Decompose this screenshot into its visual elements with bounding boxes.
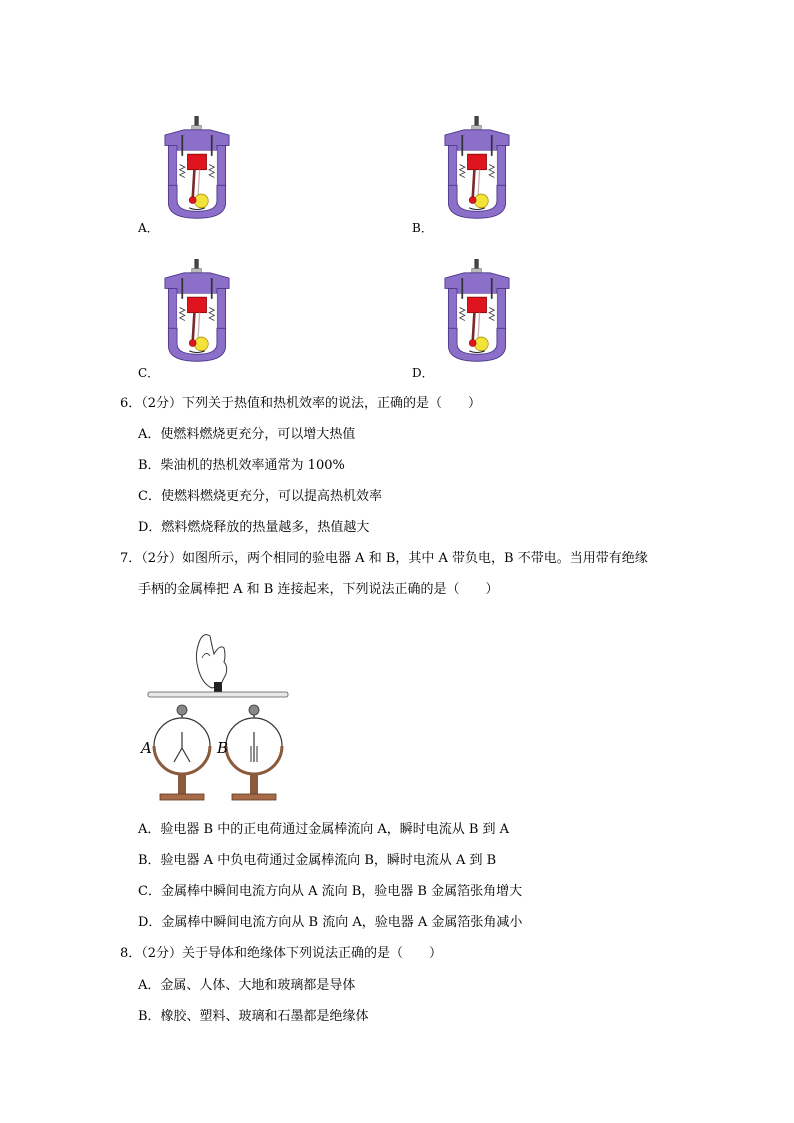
- question-7-stem-line-1: 7．（2分）如图所示，两个相同的验电器 A 和 B，其中 A 带负电，B 不带电。当用带有绝缘: [120, 551, 648, 566]
- question-8-option-a: A．金属、人体、大地和玻璃都是导体: [138, 978, 356, 993]
- hand-icon: [196, 635, 226, 688]
- engine-option-label-c: C．: [138, 366, 160, 380]
- question-7-option-a: A．验电器 B 中的正电荷通过金属棒流向 A，瞬时电流从 B 到 A: [138, 822, 510, 837]
- engine-c-diagram: [158, 252, 236, 370]
- question-7-option-c: C．金属棒中瞬间电流方向从 A 流向 B，验电器 B 金属箔张角增大: [138, 884, 523, 899]
- question-7-stem-line-2: 手柄的金属棒把 A 和 B 连接起来，下列说法正确的是（ ）: [138, 582, 499, 597]
- engine-figure-b: [438, 108, 516, 228]
- electroscope-diagram: [140, 628, 300, 808]
- engine-option-label-a: A．: [138, 221, 159, 235]
- question-6-option-a: A．使燃料燃烧更充分，可以增大热值: [138, 427, 356, 442]
- electroscope-b: [226, 705, 282, 800]
- electroscope-figure: [140, 628, 300, 808]
- question-6-stem: 6．（2分）下列关于热值和热机效率的说法，正确的是（ ）: [120, 396, 482, 411]
- engine-option-label-b: B．: [412, 221, 433, 235]
- question-7-option-b: B．验电器 A 中负电荷通过金属棒流向 B，瞬时电流从 A 到 B: [138, 853, 497, 868]
- engine-d-diagram: [438, 252, 516, 370]
- metal-rod: [148, 692, 288, 697]
- electroscope-label-b: B: [217, 739, 229, 757]
- engine-figure-d: [438, 252, 516, 370]
- engine-figure-a: [158, 108, 236, 228]
- question-8-stem: 8．（2分）关于导体和绝缘体下列说法正确的是（ ）: [120, 946, 443, 961]
- electroscope-a: [154, 705, 210, 800]
- question-6-option-c: C．使燃料燃烧更充分，可以提高热机效率: [138, 489, 382, 504]
- question-6-option-d: D．燃料燃烧释放的热量越多，热值越大: [138, 520, 370, 535]
- question-8-option-b: B．橡胶、塑料、玻璃和石墨都是绝缘体: [138, 1009, 369, 1024]
- engine-a-diagram: [158, 108, 236, 228]
- engine-b-diagram: [438, 108, 516, 228]
- electroscope-label-a: A: [141, 739, 152, 757]
- engine-option-label-d: D．: [412, 366, 434, 380]
- question-7-option-d: D．金属棒中瞬间电流方向从 B 流向 A，验电器 A 金属箔张角减小: [138, 915, 523, 930]
- engine-figure-c: [158, 252, 236, 370]
- question-6-option-b: B．柴油机的热机效率通常为 100%: [138, 458, 345, 473]
